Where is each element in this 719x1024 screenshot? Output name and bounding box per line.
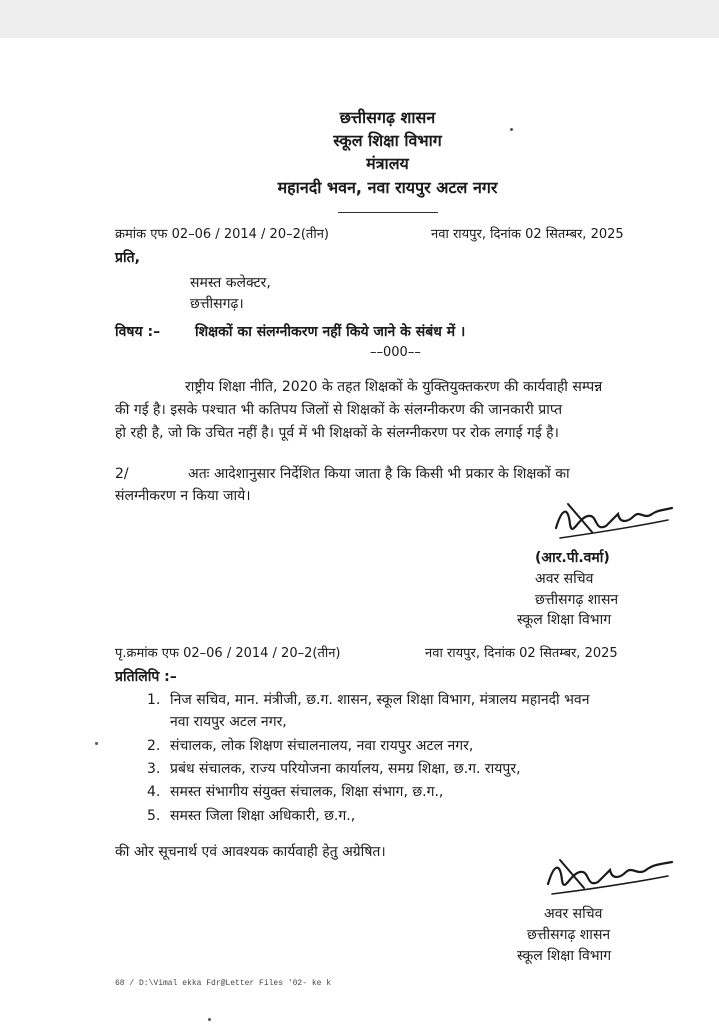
- copy-item-2-num: 2.: [147, 738, 161, 754]
- header-government: छत्तीसगढ़ शासन: [339, 108, 436, 127]
- subject-separator: ––000––: [370, 345, 421, 360]
- signature-1: [548, 498, 678, 546]
- signer-designation: अवर सचिव: [535, 571, 594, 587]
- signature-2: [540, 852, 680, 902]
- copy-item-3-num: 3.: [147, 761, 161, 777]
- scan-speck: [510, 128, 513, 131]
- para2-line2: संलग्नीकरण न किया जाये।: [115, 488, 251, 504]
- closing-line: की ओर सूचनार्थ एवं आवश्यक कार्यवाही हेतु अग्रेषित।: [115, 844, 386, 860]
- scan-speck: [95, 742, 98, 745]
- copy-item-5-line1: समस्त जिला शिक्षा अधिकारी, छ.ग.,: [170, 808, 356, 824]
- recipient-line1: समस्त कलेक्टर,: [190, 275, 271, 291]
- header-address: महानदी भवन, नवा रायपुर अटल नगर: [277, 178, 498, 197]
- viewer-top-bar: [0, 0, 719, 38]
- footer-filepath: 68 / D:\Vimal ekka Fdr@Letter Files '02- ke k: [115, 979, 332, 988]
- endorse-signer-office2: स्कूल शिक्षा विभाग: [517, 948, 612, 964]
- copy-item-1-num: 1.: [147, 692, 161, 708]
- copy-item-4-num: 4.: [147, 784, 161, 800]
- order-place-date: नवा रायपुर, दिनांक 02 सितम्बर, 2025: [431, 227, 624, 242]
- copy-item-3-line1: प्रबंध संचालक, राज्य परियोजना कार्यालय, समग्र शिक्षा, छ.ग. रायपुर,: [170, 761, 521, 777]
- copy-label: प्रतिलिपि :–: [115, 669, 177, 685]
- para1-line1: राष्ट्रीय शिक्षा नीति, 2020 के तहत शिक्षकों के युक्तियुक्तकरण की कार्यवाही सम्पन्न: [185, 379, 603, 395]
- copy-item-1-line1: निज सचिव, मान. मंत्रीजी, छ.ग. शासन, स्कूल शिक्षा विभाग, मंत्रालय महानदी भवन: [170, 692, 590, 708]
- copy-item-2-line1: संचालक, लोक शिक्षण संचालनालय, नवा रायपुर अटल नगर,: [170, 738, 474, 754]
- copy-item-5-num: 5.: [147, 808, 161, 824]
- signer-office1: छत्तीसगढ़ शासन: [535, 592, 619, 608]
- signer-name: (आर.पी.वर्मा): [535, 550, 610, 566]
- header-underline: [338, 212, 438, 213]
- copy-item-4-line1: समस्त संभागीय संयुक्त संचालक, शिक्षा संभाग, छ.ग.,: [170, 784, 444, 800]
- signer-office2: स्कूल शिक्षा विभाग: [517, 612, 612, 628]
- subject-text: शिक्षकों का संलग्नीकरण नहीं किये जाने के संबंध में ।: [195, 324, 466, 340]
- endorsement-number: पृ.क्रमांक एफ 02–06 / 2014 / 20–2(तीन): [115, 646, 341, 661]
- endorse-signer-designation: अवर सचिव: [544, 906, 603, 922]
- recipient-line2: छत्तीसगढ़।: [190, 296, 244, 312]
- para2-number: 2/: [115, 466, 129, 482]
- scan-speck: [208, 1018, 211, 1021]
- copy-item-1-line2: नवा रायपुर अटल नगर,: [170, 714, 287, 730]
- para1-line3: हो रही है, जो कि उचित नहीं है। पूर्व में भी शिक्षकों के संलग्नीकरण पर रोक लगाई गई है।: [115, 425, 559, 441]
- order-number: क्रमांक एफ 02–06 / 2014 / 20–2(तीन): [115, 227, 329, 242]
- endorse-signer-office1: छत्तीसगढ़ शासन: [527, 927, 611, 943]
- subject-label: विषय :–: [115, 324, 161, 340]
- header-department: स्कूल शिक्षा विभाग: [333, 131, 442, 150]
- header-ministry: मंत्रालय: [366, 154, 409, 173]
- to-label: प्रति,: [115, 250, 140, 266]
- para2-line1: अतः आदेशानुसार निर्देशित किया जाता है कि किसी भी प्रकार के शिक्षकों का: [188, 466, 570, 482]
- endorsement-place-date: नवा रायपुर, दिनांक 02 सितम्बर, 2025: [425, 646, 618, 661]
- para1-line2: की गई है। इसके पश्चात भी कतिपय जिलों से शिक्षकों के संलग्नीकरण की जानकारी प्राप्त: [115, 402, 563, 418]
